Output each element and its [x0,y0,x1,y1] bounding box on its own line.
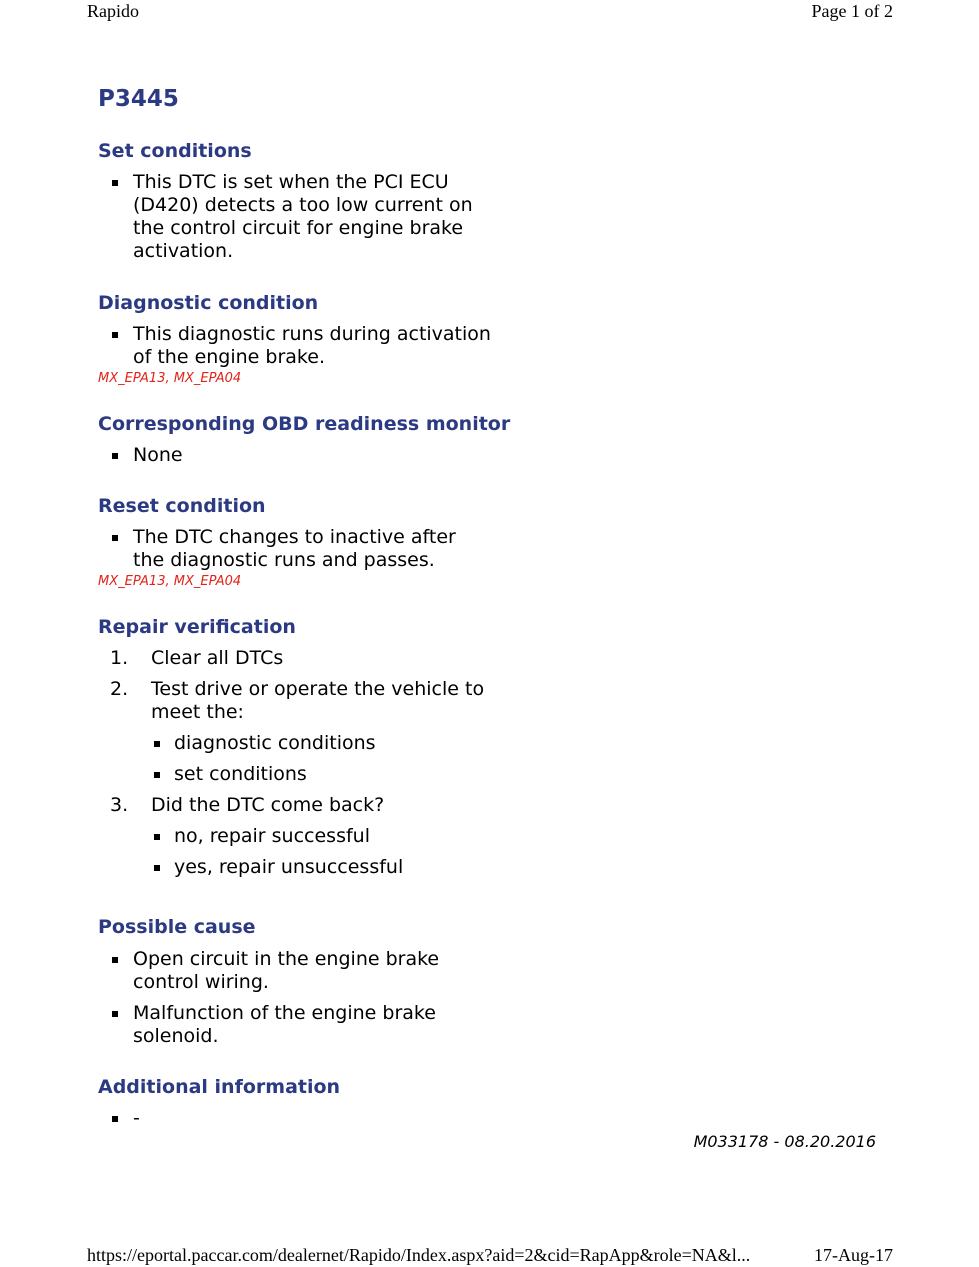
step-text: Test drive or operate the vehicle to meet the: [151,678,485,723]
sub-list-item: yes, repair unsuccessful [174,856,404,878]
bullet-icon [112,453,118,459]
step-number: 3. [110,794,129,816]
bullet-icon [112,332,118,338]
print-header-page-number: Page 1 of 2 [811,1,893,21]
bullet-icon [112,1011,118,1017]
bullet-icon [112,1116,118,1122]
bullet-icon [154,772,160,778]
list-item: Open circuit in the engine brake control wiring. [133,948,440,993]
section-heading-set-conditions: Set conditions [98,140,252,162]
section-heading-possible-cause: Possible cause [98,916,256,938]
bullet-icon [112,957,118,963]
section-heading-additional-information: Additional information [98,1076,341,1098]
reference-tag: MX_EPA13, MX_EPA04 [98,371,242,386]
step-number: 2. [110,678,129,700]
bullet-icon [112,180,118,186]
sub-list-item: diagnostic conditions [174,732,376,754]
section-heading-reset-condition: Reset condition [98,495,266,517]
sub-list-item: set conditions [174,763,307,785]
step-number: 1. [110,647,129,669]
page-title: P3445 [98,86,179,112]
reference-tag: MX_EPA13, MX_EPA04 [98,574,242,589]
bullet-icon [154,741,160,747]
section-heading-obd-monitor: Corresponding OBD readiness monitor [98,413,511,435]
list-item: None [133,444,183,466]
step-text: Did the DTC come back? [151,794,385,816]
bullet-icon [112,535,118,541]
list-item: This diagnostic runs during activation of the engine brake. [133,323,491,368]
print-footer-url: https://eportal.paccar.com/dealernet/Rapido/Index.aspx?aid=2&cid=RapApp&role=NA&l... [87,1245,751,1265]
print-footer-date: 17-Aug-17 [814,1245,893,1265]
list-item: The DTC changes to inactive after the diagnostic runs and passes. [133,526,456,571]
document-id: M033178 - 08.20.2016 [693,1132,876,1151]
bullet-icon [154,865,160,871]
list-item: This DTC is set when the PCI ECU (D420) detects a too low current on the control circuit for engine brake activation. [133,171,473,262]
section-heading-diagnostic-condition: Diagnostic condition [98,292,319,314]
list-item: - [133,1107,140,1129]
list-item: Malfunction of the engine brake solenoid. [133,1002,436,1047]
print-header-title: Rapido [87,1,139,21]
sub-list-item: no, repair successful [174,825,370,847]
step-text: Clear all DTCs [151,647,284,669]
bullet-icon [154,834,160,840]
section-heading-repair-verification: Repair verification [98,616,296,638]
